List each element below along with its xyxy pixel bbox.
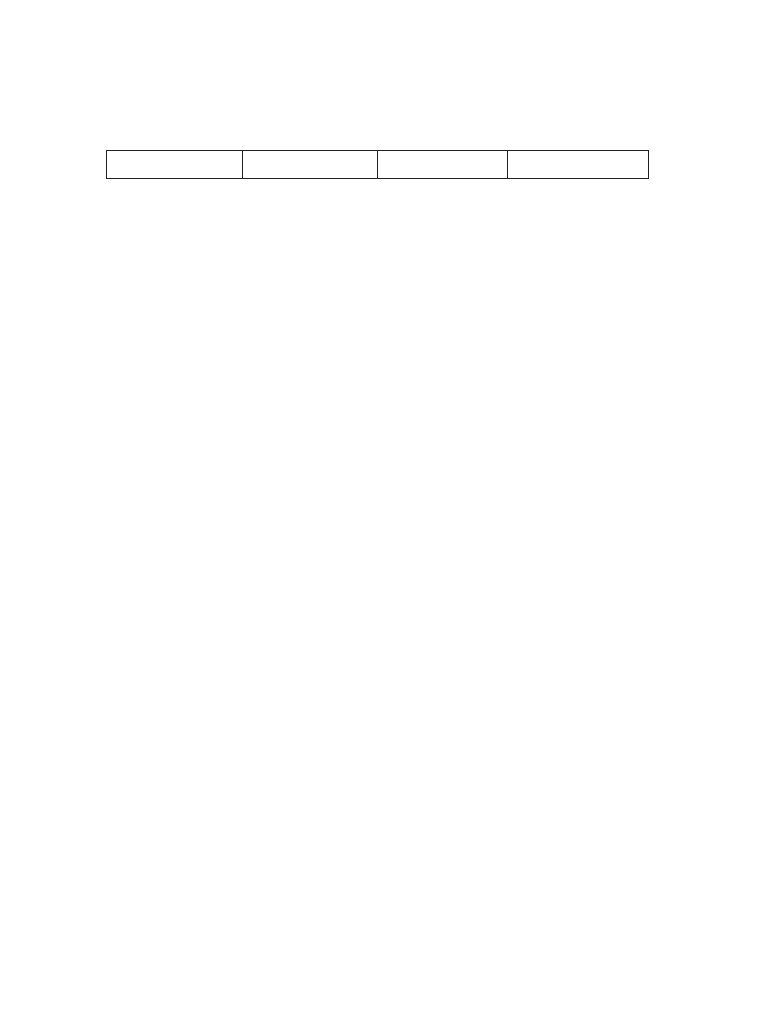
header-skill (107, 151, 243, 179)
header-score (508, 151, 649, 179)
table-body (107, 151, 649, 179)
table-header-row (107, 151, 649, 179)
skills-table (106, 150, 649, 179)
header-description (243, 151, 378, 179)
header-items (378, 151, 508, 179)
